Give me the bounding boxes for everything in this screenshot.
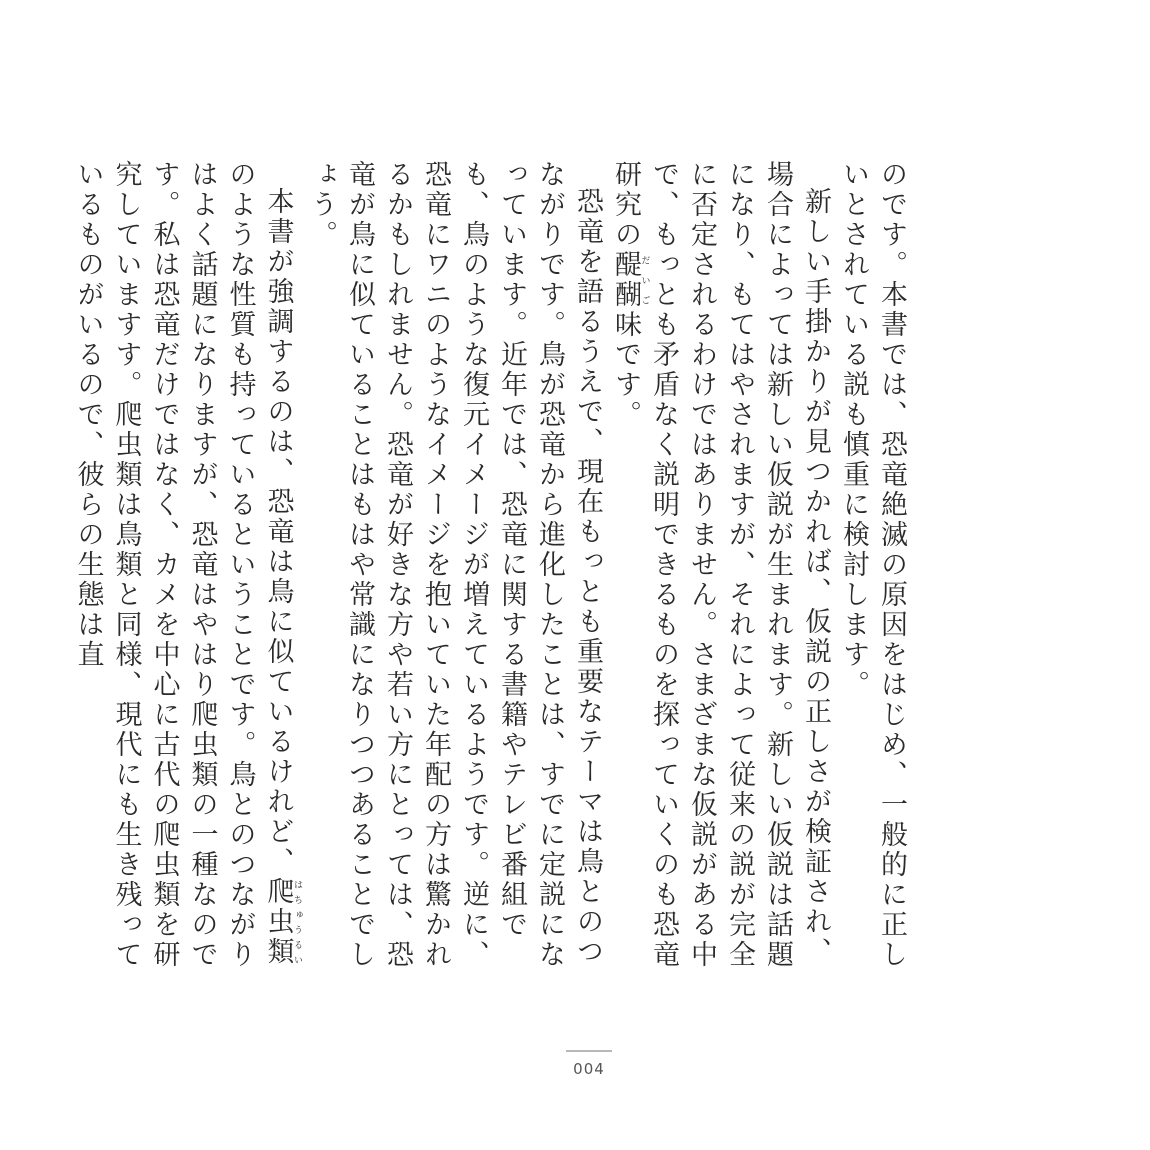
paragraph: 恐竜を語るうえで、現在もっとも重要なテーマは鳥とのつながりです。鳥が恐竜から進化したことは、すでに定説になっています。近年では、恐竜に関する書籍やテレビ番組でも、鳥のような復元イメージが増えているようです。逆に、恐竜にワニのようなイメージを抱いていた年配の方は驚かれるかもしれません。恐竜が好きな方や若い方にとっては、恐竜が鳥に似ていることはもはや常識になりつつあることでしょう。	[306, 160, 603, 970]
ruby-base: 醍醐	[610, 250, 641, 310]
ruby-reading: はちゅうるい	[292, 877, 302, 967]
ruby-reading: だいご	[639, 250, 650, 310]
ruby-word	[262, 877, 302, 967]
page-number: 004	[573, 1060, 605, 1078]
paragraph-text: 新しい手掛かりが見つかれば、仮説の正しさが検証され、場合によっては新しい仮説が生まれます。新しい仮説は話題になり、もてはやされますが、それによって従来の説が完全に否定されるわけではありません。さまざまな仮説がある中で、もっとも矛盾なく説明できるものを探っていくのも恐竜研究の	[610, 160, 831, 970]
paragraph-text: 味です。	[610, 310, 641, 430]
paragraph-text: のような性質も持っているということです。鳥とのつながりはよく話題になりますが、恐竜はやはり爬虫類の一種なのです。私は恐竜だけではなく、カメを中心に古代の爬虫類を研究していますす。爬虫類は鳥類と同様、現代にも生き残っているものがいるので、彼らの生態は直	[72, 160, 256, 970]
paragraph	[606, 160, 834, 990]
body-text	[72, 160, 910, 990]
paragraph-text: 本書が強調するのは、恐竜は鳥に似ているけれど、	[262, 187, 294, 877]
ruby-word	[610, 250, 650, 310]
ruby-base: 爬虫類	[262, 877, 294, 967]
folio-rule	[566, 1050, 612, 1052]
paragraph	[69, 160, 303, 990]
paragraph: のです。本書では、恐竜絶滅の原因をはじめ、一般的に正しいとされている説も慎重に検討します。	[838, 160, 907, 970]
